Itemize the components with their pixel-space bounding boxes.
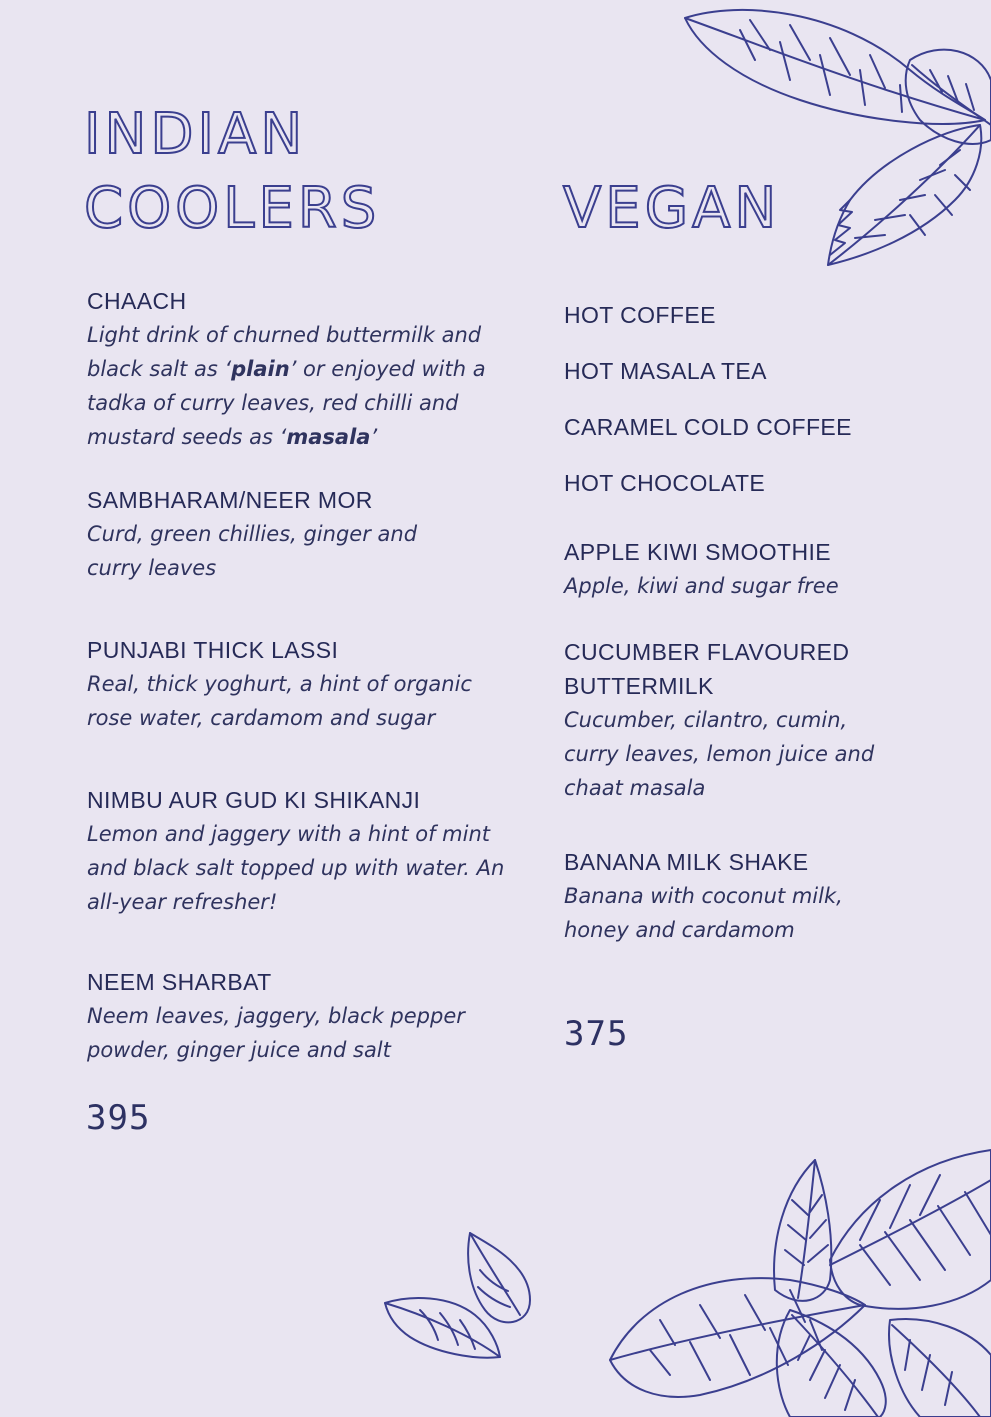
menu-item-shikanji xyxy=(87,783,507,919)
heading-line: VEGAN xyxy=(563,176,781,241)
item-description: Curd, green chillies, ginger and curry leaves xyxy=(87,522,418,580)
item-description: Light drink of churned buttermilk and black salt as ‘plain’ or enjoyed with a tadka of curry leaves, red chilli and mustard seeds as ‘masala’ xyxy=(87,323,486,449)
menu-item-cucumber-buttermilk xyxy=(564,635,894,805)
menu-item-hot-coffee xyxy=(564,298,894,332)
indian-coolers-price: 395 xyxy=(86,1098,151,1138)
item-name: BANANA MILK SHAKE xyxy=(564,849,809,875)
indian-coolers-heading xyxy=(84,98,380,246)
item-description: Apple, kiwi and sugar free xyxy=(564,574,839,598)
item-name: HOT CHOCOLATE xyxy=(564,470,766,496)
item-name: HOT MASALA TEA xyxy=(564,358,767,384)
item-description: Real, thick yoghurt, a hint of organic rose water, cardamom and sugar xyxy=(87,672,472,730)
item-name: APPLE KIWI SMOOTHIE xyxy=(564,539,832,565)
item-description: Lemon and jaggery with a hint of mint and black salt topped up with water. An all-year refresher! xyxy=(87,822,505,914)
item-name: PUNJABI THICK LASSI xyxy=(87,637,339,663)
item-description: Banana with coconut milk, honey and cardamom xyxy=(564,884,843,942)
menu-item-caramel-cold-coffee xyxy=(564,410,894,444)
item-name: CARAMEL COLD COFFEE xyxy=(564,414,852,440)
basil-leaf-icon xyxy=(680,0,991,270)
item-name: HOT COFFEE xyxy=(564,302,716,328)
item-name: NIMBU AUR GUD KI SHIKANJI xyxy=(87,787,421,813)
heading-line: COOLERS xyxy=(84,176,381,241)
item-description: Cucumber, cilantro, cumin, curry leaves, lemon juice and chaat masala xyxy=(564,708,875,800)
item-name: CUCUMBER FLAVOURED BUTTERMILK xyxy=(564,639,850,699)
item-name: NEEM SHARBAT xyxy=(87,969,272,995)
item-name: CHAACH xyxy=(87,288,187,314)
menu-item-neem-sharbat xyxy=(87,965,507,1067)
item-name: SAMBHARAM/NEER MOR xyxy=(87,487,373,513)
menu-item-hot-masala-tea xyxy=(564,354,894,388)
heading-line: INDIAN xyxy=(84,102,307,167)
vegan-price: 375 xyxy=(564,1014,629,1054)
cardamom-pod-icon xyxy=(380,1225,540,1365)
menu-item-banana-milk-shake xyxy=(564,845,894,947)
menu-item-punjabi-lassi xyxy=(87,633,507,735)
menu-item-sambharam xyxy=(87,483,507,585)
menu-item-chaach xyxy=(87,284,507,454)
mint-leaves-icon xyxy=(560,1140,991,1417)
menu-item-apple-kiwi-smoothie xyxy=(564,535,894,603)
item-description: Neem leaves, jaggery, black pepper powder, ginger juice and salt xyxy=(87,1004,465,1062)
menu-item-hot-chocolate xyxy=(564,466,894,500)
